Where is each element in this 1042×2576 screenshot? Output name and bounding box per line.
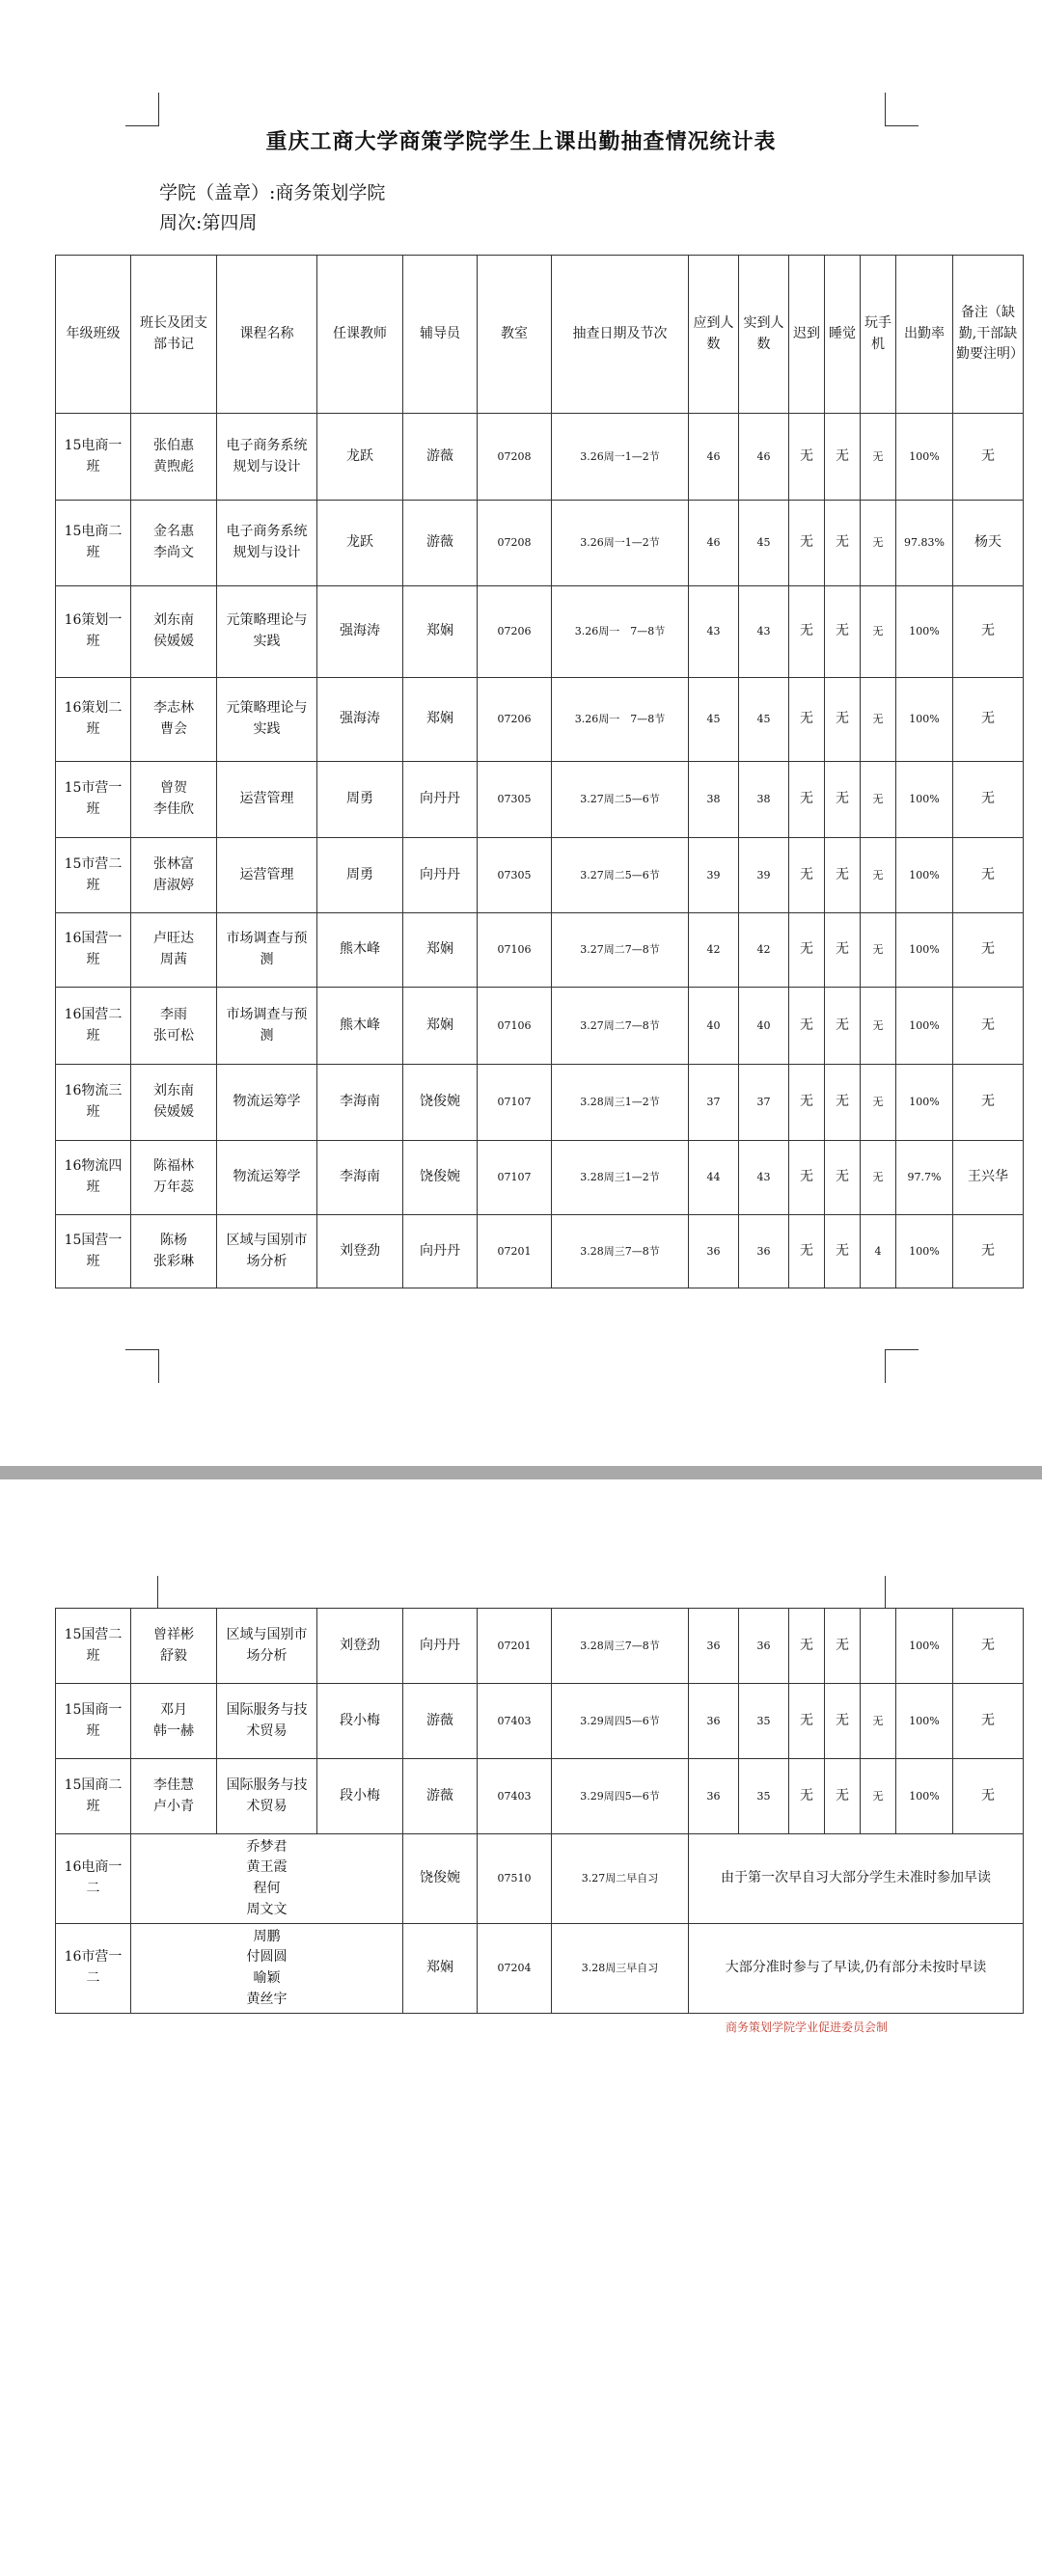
cell-remark: 杨天 [953,501,1024,586]
header-check-date: 抽查日期及节次 [552,256,689,414]
cell-expected: 36 [689,1684,739,1759]
document-title: 重庆工商大学商策学院学生上课出勤抽查情况统计表 [265,129,777,154]
cell-attendance-rate: 100% [896,1215,953,1288]
cell-absentees: 周鹏 付圆圆 喻颖 黄丝宇 [131,1924,403,2014]
cell-class: 15电商二班 [56,501,131,586]
cell-sleep: 无 [825,913,861,988]
crop-mark [885,1349,919,1383]
cell-counselor: 游薇 [403,501,478,586]
table-row [56,501,1024,586]
cell-remark: 无 [953,1609,1024,1684]
cell-check-date: 3.29周四5—6节 [552,1759,689,1834]
cell-late: 无 [789,988,825,1065]
table-row [56,913,1024,988]
cell-phone: 无 [861,1065,896,1141]
cell-classroom: 07201 [478,1215,552,1288]
cell-sleep: 无 [825,988,861,1065]
cell-actual: 46 [739,414,789,501]
cell-expected: 44 [689,1141,739,1215]
cell-phone: 无 [861,838,896,913]
cell-attendance-rate: 100% [896,414,953,501]
cell-actual: 45 [739,501,789,586]
cell-expected: 39 [689,838,739,913]
cell-late: 无 [789,1609,825,1684]
crop-mark [125,93,159,126]
cell-attendance-rate: 100% [896,1684,953,1759]
cell-sleep: 无 [825,501,861,586]
cell-remark: 无 [953,678,1024,762]
cell-teacher: 周勇 [317,762,403,838]
cell-expected: 37 [689,1065,739,1141]
cell-classroom: 07510 [478,1834,552,1924]
week-label: 周次:第四周 [159,212,258,233]
cell-sleep: 无 [825,1065,861,1141]
cell-actual: 40 [739,988,789,1065]
table-row [56,1759,1024,1834]
cell-check-date: 3.27周二7—8节 [552,988,689,1065]
cell-remark: 无 [953,1684,1024,1759]
cell-expected: 46 [689,414,739,501]
cell-counselor: 郑娴 [403,1924,478,2014]
cell-class: 15电商一班 [56,414,131,501]
cell-remark: 无 [953,586,1024,678]
table-row [56,1215,1024,1288]
cell-classroom: 07107 [478,1065,552,1141]
cell-teacher: 强海涛 [317,678,403,762]
header-sleep: 睡觉 [825,256,861,414]
cell-remark: 王兴华 [953,1141,1024,1215]
cell-leaders: 金名惠 李尚文 [131,501,217,586]
cell-counselor: 郑娴 [403,988,478,1065]
cell-teacher: 段小梅 [317,1684,403,1759]
table-row [56,678,1024,762]
table-row [56,762,1024,838]
cell-attendance-rate: 100% [896,678,953,762]
cell-expected: 40 [689,988,739,1065]
cell-phone: 4 [861,1215,896,1288]
cell-expected: 45 [689,678,739,762]
cell-check-date: 3.26周一1—2节 [552,501,689,586]
header-expected: 应到人数 [689,256,739,414]
cell-counselor: 游薇 [403,1759,478,1834]
footer-signature: 商务策划学院学业促进委员会制 [725,2020,888,2034]
cell-absentees: 乔梦君 黄王霞 程何 周文文 [131,1834,403,1924]
cell-actual: 39 [739,838,789,913]
cell-classroom: 07204 [478,1924,552,2014]
cell-teacher: 龙跃 [317,501,403,586]
cell-sleep: 无 [825,1141,861,1215]
cell-course: 元策略理论与实践 [217,586,317,678]
cell-sleep: 无 [825,678,861,762]
cell-leaders: 张伯惠 黄煦彪 [131,414,217,501]
cell-phone: 无 [861,586,896,678]
cell-classroom: 07305 [478,838,552,913]
cell-expected: 46 [689,501,739,586]
cell-teacher: 刘登劲 [317,1215,403,1288]
cell-counselor: 向丹丹 [403,762,478,838]
header-teacher: 任课教师 [317,256,403,414]
cell-class: 16物流三班 [56,1065,131,1141]
cell-course: 元策略理论与实践 [217,678,317,762]
cell-expected: 36 [689,1759,739,1834]
cell-classroom: 07305 [478,762,552,838]
cell-attendance-rate: 100% [896,838,953,913]
attendance-table-continued [55,1608,1024,2014]
cell-classroom: 07403 [478,1759,552,1834]
cell-course: 电子商务系统规划与设计 [217,414,317,501]
cell-class: 16电商一二 [56,1834,131,1924]
cell-attendance-rate: 97.7% [896,1141,953,1215]
cell-late: 无 [789,414,825,501]
cell-late: 无 [789,586,825,678]
cell-phone: 无 [861,1141,896,1215]
cell-course: 物流运筹学 [217,1141,317,1215]
cell-classroom: 07208 [478,501,552,586]
table-row [56,1924,1024,2014]
cell-classroom: 07106 [478,913,552,988]
cell-expected: 38 [689,762,739,838]
cell-actual: 36 [739,1215,789,1288]
cell-remark: 无 [953,838,1024,913]
table-row [56,586,1024,678]
header-course: 课程名称 [217,256,317,414]
cell-check-date: 3.26周一 7—8节 [552,586,689,678]
attendance-table [55,255,1024,1288]
cell-check-date: 3.27周二5—6节 [552,762,689,838]
cell-check-date: 3.26周一 7—8节 [552,678,689,762]
cell-attendance-rate: 100% [896,988,953,1065]
cell-class: 15市营二班 [56,838,131,913]
cell-course: 市场调查与预测 [217,988,317,1065]
table-row [56,1684,1024,1759]
cell-check-date: 3.28周三1—2节 [552,1065,689,1141]
cell-classroom: 07206 [478,586,552,678]
crop-mark [157,1576,158,1609]
cell-attendance-rate: 100% [896,762,953,838]
cell-teacher: 段小梅 [317,1759,403,1834]
cell-course: 运营管理 [217,762,317,838]
cell-counselor: 向丹丹 [403,1609,478,1684]
cell-counselor: 游薇 [403,1684,478,1759]
cell-counselor: 饶俊婉 [403,1141,478,1215]
table-row [56,1141,1024,1215]
table-row [56,1065,1024,1141]
cell-classroom: 07206 [478,678,552,762]
table-row [56,838,1024,913]
cell-classroom: 07201 [478,1609,552,1684]
cell-phone: 无 [861,988,896,1065]
cell-teacher: 龙跃 [317,414,403,501]
cell-leaders: 张林富 唐淑婷 [131,838,217,913]
cell-course: 物流运筹学 [217,1065,317,1141]
cell-leaders: 李佳慧 卢小青 [131,1759,217,1834]
cell-late: 无 [789,838,825,913]
cell-counselor: 向丹丹 [403,838,478,913]
cell-remark: 无 [953,1215,1024,1288]
cell-teacher: 熊木峰 [317,913,403,988]
cell-leaders: 陈福林 万年蕊 [131,1141,217,1215]
college-label: 学院（盖章）:商务策划学院 [159,182,386,203]
cell-actual: 38 [739,762,789,838]
cell-class: 15市营一班 [56,762,131,838]
cell-check-date: 3.27周二7—8节 [552,913,689,988]
cell-leaders: 刘东南 侯媛媛 [131,586,217,678]
cell-class: 15国商二班 [56,1759,131,1834]
cell-expected: 42 [689,913,739,988]
header-grade-class: 年级班级 [56,256,131,414]
cell-classroom: 07107 [478,1141,552,1215]
cell-sleep: 无 [825,1684,861,1759]
cell-leaders: 邓月 韩一赫 [131,1684,217,1759]
cell-attendance-rate: 100% [896,1759,953,1834]
cell-sleep: 无 [825,1609,861,1684]
cell-leaders: 李志林 曹会 [131,678,217,762]
cell-sleep: 无 [825,586,861,678]
cell-course: 市场调查与预测 [217,913,317,988]
header-leaders: 班长及团支部书记 [131,256,217,414]
cell-attendance-rate: 100% [896,913,953,988]
cell-leaders: 陈杨 张彩琳 [131,1215,217,1288]
cell-late: 无 [789,678,825,762]
crop-mark [885,1576,886,1609]
cell-attendance-rate: 100% [896,1609,953,1684]
cell-attendance-rate: 100% [896,586,953,678]
table-row [56,1609,1024,1684]
cell-note: 大部分准时参与了早读,仍有部分未按时早读 [689,1924,1024,2014]
cell-class: 15国营二班 [56,1609,131,1684]
cell-expected: 36 [689,1609,739,1684]
cell-late: 无 [789,913,825,988]
cell-teacher: 周勇 [317,838,403,913]
cell-phone: 无 [861,762,896,838]
cell-class: 16国营二班 [56,988,131,1065]
cell-remark: 无 [953,913,1024,988]
cell-check-date: 3.28周三早自习 [552,1924,689,2014]
cell-late: 无 [789,1759,825,1834]
crop-mark [125,1349,159,1383]
cell-teacher: 李海南 [317,1141,403,1215]
cell-actual: 42 [739,913,789,988]
header-remark: 备注（缺勤,干部缺勤要注明） [953,256,1024,414]
table-header-row [56,256,1024,414]
cell-sleep: 无 [825,414,861,501]
header-phone: 玩手机 [861,256,896,414]
cell-actual: 43 [739,586,789,678]
header-counselor: 辅导员 [403,256,478,414]
cell-remark: 无 [953,1759,1024,1834]
cell-course: 国际服务与技术贸易 [217,1759,317,1834]
cell-expected: 36 [689,1215,739,1288]
cell-classroom: 07403 [478,1684,552,1759]
header-attendance-rate: 出勤率 [896,256,953,414]
cell-remark: 无 [953,1065,1024,1141]
cell-actual: 45 [739,678,789,762]
cell-late: 无 [789,1684,825,1759]
cell-actual: 35 [739,1684,789,1759]
cell-leaders: 刘东南 侯媛媛 [131,1065,217,1141]
cell-check-date: 3.26周一1—2节 [552,414,689,501]
crop-mark [885,93,919,126]
cell-late: 无 [789,1065,825,1141]
cell-check-date: 3.29周四5—6节 [552,1684,689,1759]
header-late: 迟到 [789,256,825,414]
cell-phone: 无 [861,501,896,586]
cell-course: 区域与国别市场分析 [217,1215,317,1288]
cell-expected: 43 [689,586,739,678]
cell-classroom: 07208 [478,414,552,501]
cell-check-date: 3.27周二5—6节 [552,838,689,913]
cell-class: 15国商一班 [56,1684,131,1759]
cell-sleep: 无 [825,762,861,838]
cell-remark: 无 [953,762,1024,838]
cell-late: 无 [789,762,825,838]
cell-counselor: 饶俊婉 [403,1065,478,1141]
table-row [56,414,1024,501]
cell-attendance-rate: 100% [896,1065,953,1141]
cell-course: 区域与国别市场分析 [217,1609,317,1684]
cell-class: 15国营一班 [56,1215,131,1288]
cell-counselor: 游薇 [403,414,478,501]
cell-class: 16国营一班 [56,913,131,988]
cell-late: 无 [789,1141,825,1215]
cell-phone: 无 [861,1684,896,1759]
cell-check-date: 3.28周三1—2节 [552,1141,689,1215]
cell-counselor: 郑娴 [403,586,478,678]
cell-check-date: 3.28周三7—8节 [552,1609,689,1684]
cell-counselor: 饶俊婉 [403,1834,478,1924]
cell-leaders: 曾祥彬 舒毅 [131,1609,217,1684]
cell-actual: 43 [739,1141,789,1215]
cell-actual: 35 [739,1759,789,1834]
cell-actual: 37 [739,1065,789,1141]
cell-counselor: 向丹丹 [403,1215,478,1288]
cell-class: 16市营一二 [56,1924,131,2014]
cell-phone: 无 [861,913,896,988]
cell-sleep: 无 [825,1215,861,1288]
cell-teacher: 李海南 [317,1065,403,1141]
table-row [56,1834,1024,1924]
cell-leaders: 卢旺达 周茜 [131,913,217,988]
cell-note: 由于第一次早自习大部分学生未准时参加早读 [689,1834,1024,1924]
cell-check-date: 3.28周三7—8节 [552,1215,689,1288]
cell-course: 国际服务与技术贸易 [217,1684,317,1759]
cell-teacher: 熊木峰 [317,988,403,1065]
header-actual: 实到人数 [739,256,789,414]
cell-check-date: 3.27周二早自习 [552,1834,689,1924]
cell-remark: 无 [953,988,1024,1065]
cell-classroom: 07106 [478,988,552,1065]
cell-attendance-rate: 97.83% [896,501,953,586]
cell-sleep: 无 [825,838,861,913]
table-row [56,988,1024,1065]
cell-class: 16物流四班 [56,1141,131,1215]
cell-teacher: 强海涛 [317,586,403,678]
cell-leaders: 李雨 张可松 [131,988,217,1065]
page-separator [0,1466,1042,1479]
cell-counselor: 郑娴 [403,913,478,988]
cell-teacher: 刘登劲 [317,1609,403,1684]
cell-remark: 无 [953,414,1024,501]
header-classroom: 教室 [478,256,552,414]
cell-late: 无 [789,1215,825,1288]
cell-phone: 无 [861,678,896,762]
cell-leaders: 曾贺 李佳欣 [131,762,217,838]
cell-late: 无 [789,501,825,586]
cell-phone [861,1609,896,1684]
cell-actual: 36 [739,1609,789,1684]
cell-phone: 无 [861,1759,896,1834]
cell-phone: 无 [861,414,896,501]
cell-class: 16策划二班 [56,678,131,762]
cell-course: 运营管理 [217,838,317,913]
cell-class: 16策划一班 [56,586,131,678]
cell-sleep: 无 [825,1759,861,1834]
cell-counselor: 郑娴 [403,678,478,762]
cell-course: 电子商务系统规划与设计 [217,501,317,586]
